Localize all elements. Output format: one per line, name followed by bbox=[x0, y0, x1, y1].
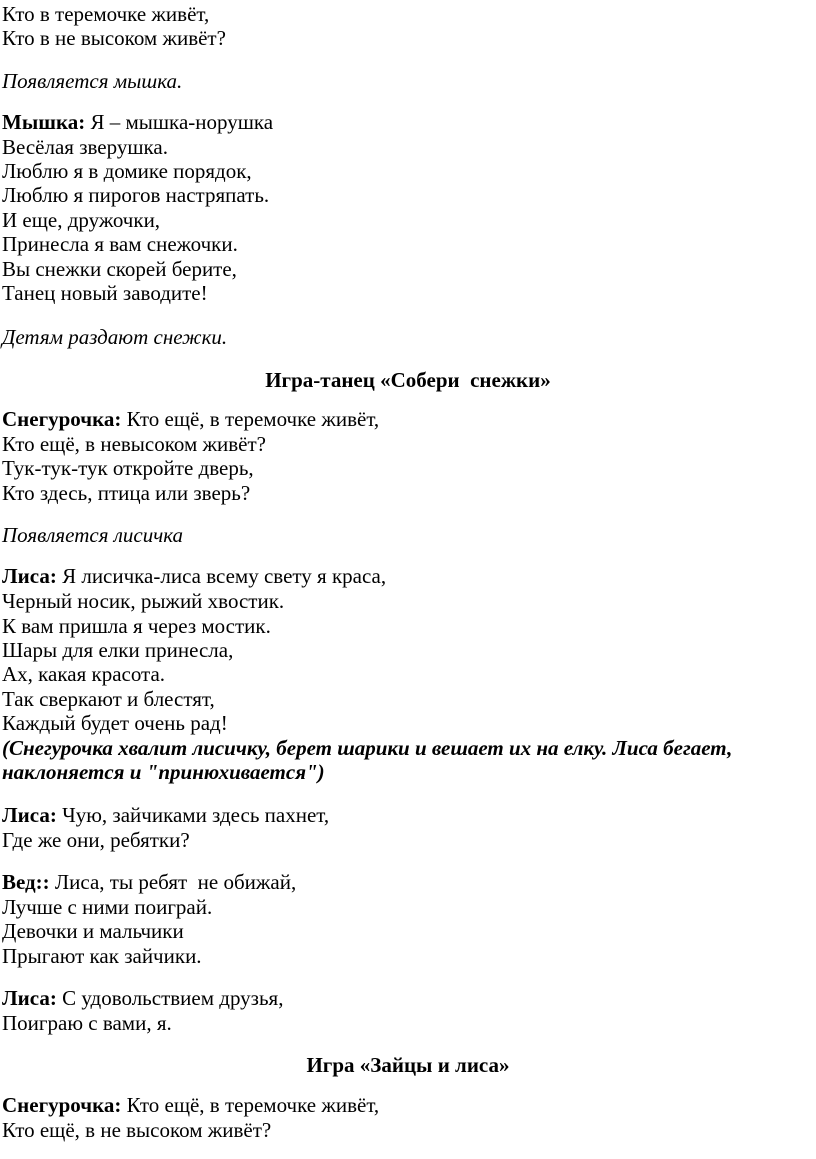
speaker-name: Снегурочка: bbox=[2, 407, 122, 431]
speaker-line: Мышка: Я – мышка-норушка bbox=[2, 110, 274, 134]
text-line: Прыгают как зайчики. bbox=[2, 944, 202, 968]
speaker-line: Лиса: Я лисичка-лиса всему свету я краса, bbox=[2, 564, 387, 588]
text-line: Шары для елки принесла, bbox=[2, 638, 234, 662]
text-line: Вы снежки скорей берите, bbox=[2, 257, 237, 281]
text-line: Кто в не высоком живёт? bbox=[2, 26, 226, 50]
text-line: Где же они, ребятки? bbox=[2, 828, 190, 852]
speaker-name: Мышка: bbox=[2, 110, 86, 134]
speaker-line: Лиса: Чую, зайчиками здесь пахнет, bbox=[2, 803, 330, 827]
text-line: К вам пришла я через мостик. bbox=[2, 614, 271, 638]
text-line: Принесла я вам снежочки. bbox=[2, 232, 238, 256]
text-line: Кто ещё, в не высоком живёт? bbox=[2, 1118, 272, 1142]
speaker-name: Вед:: bbox=[2, 870, 50, 894]
stage-direction: наклоняется и "принюхивается") bbox=[2, 760, 325, 784]
speaker-line: Снегурочка: Кто ещё, в теремочке живёт, bbox=[2, 407, 380, 431]
text-line: Ах, какая красота. bbox=[2, 662, 166, 686]
text-line: Люблю я в домике порядок, bbox=[2, 159, 252, 183]
text-line: Люблю я пирогов настряпать. bbox=[2, 183, 270, 207]
text-line: Кто ещё, в невысоком живёт? bbox=[2, 432, 266, 456]
speaker-name: Лиса: bbox=[2, 986, 57, 1010]
section-heading: Игра «Зайцы и лиса» bbox=[306, 1053, 510, 1077]
speaker-line: Лиса: С удовольствием друзья, bbox=[2, 986, 284, 1010]
text-line: И еще, дружочки, bbox=[2, 208, 161, 232]
stage-direction: (Снегурочка хвалит лисичку, берет шарики и вешает их на елку. Лиса бегает, bbox=[2, 736, 733, 760]
stage-direction: Появляется лисичка bbox=[2, 523, 184, 547]
text-line: Кто здесь, птица или зверь? bbox=[2, 481, 251, 505]
text-line: Каждый будет очень рад! bbox=[2, 711, 228, 735]
speaker-line: Вед:: Лиса, ты ребят не обижай, bbox=[2, 870, 297, 894]
text-line: Так сверкают и блестят, bbox=[2, 687, 215, 711]
stage-direction: Появляется мышка. bbox=[2, 69, 183, 93]
speaker-name: Лиса: bbox=[2, 564, 57, 588]
stage-direction: Детям раздают снежки. bbox=[2, 325, 228, 349]
section-heading: Игра-танец «Собери снежки» bbox=[265, 368, 551, 392]
speaker-name: Снегурочка: bbox=[2, 1093, 122, 1117]
text-line: Поиграю с вами, я. bbox=[2, 1011, 172, 1035]
speaker-line: Снегурочка: Кто ещё, в теремочке живёт, bbox=[2, 1093, 380, 1117]
speaker-name: Лиса: bbox=[2, 803, 57, 827]
text-line: Черный носик, рыжий хвостик. bbox=[2, 589, 285, 613]
text-line: Весёлая зверушка. bbox=[2, 135, 168, 159]
text-line: Кто в теремочке живёт, bbox=[2, 2, 210, 26]
text-line: Лучше с ними поиграй. bbox=[2, 895, 213, 919]
text-line: Тук-тук-тук откройте дверь, bbox=[2, 456, 254, 480]
text-line: Девочки и мальчики bbox=[2, 919, 184, 943]
text-line: Танец новый заводите! bbox=[2, 281, 208, 305]
